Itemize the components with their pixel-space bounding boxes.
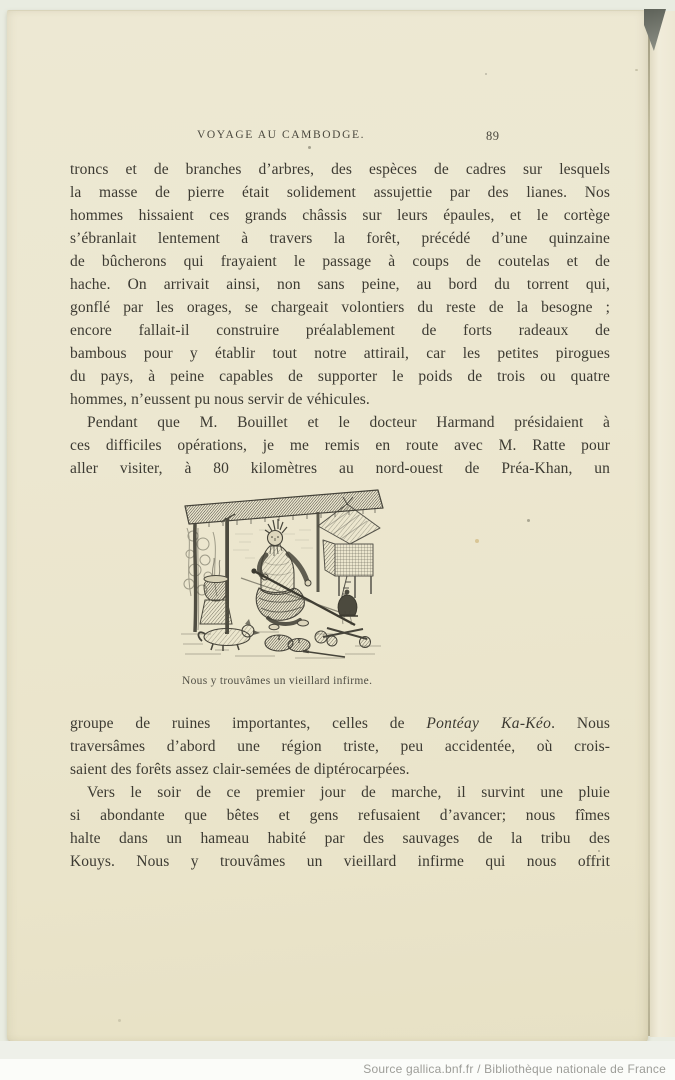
text-line: aller visiter, à 80 kilomètres au nord-ouest de Préa-Khan, un [70,460,610,477]
text-line: la masse de pierre était solidement assujettie par des lianes. Nos [70,184,610,201]
text-body [70,158,610,873]
page-speck [598,850,600,852]
text-line: encore fallait-il construire préalablement de forts radeaux de [70,322,610,339]
text-line: groupe de ruines importantes, celles de Pontéay Ka-Kéo. Nous [70,715,610,732]
text-line: halte dans un hameau habité par des sauvages de la tribu des [70,830,610,847]
source-bar [0,1059,675,1080]
source-credit-text: Source gallica.bnf.fr / Bibliothèque nationale de France [363,1062,666,1076]
text-line: s’ébranlait lentement à travers la forêt, précédé d’une quinzaine [70,230,610,247]
scan-bottom-band [0,1041,675,1059]
text-line: traversâmes d’abord une région triste, peu accidentée, où crois- [70,738,610,755]
text-line: du pays, à peine capables de supporter le poids de trois ou quatre [70,368,610,385]
paragraph [70,781,610,873]
text-line: ces difficiles opérations, je me remis en route avec M. Ratte pour [70,437,610,454]
page-speck [635,69,638,71]
paragraph [70,411,610,480]
paragraph [70,158,610,411]
figure-engraving [175,484,393,688]
figure-caption: Nous y trouvâmes un vieillard infirme. [182,675,373,687]
text-line: de bûcherons qui frayaient le passage à coups de coutelas et de [70,253,610,270]
text-line: hache. On arrivait ainsi, non sans peine, au bord du torrent qui, [70,276,610,293]
text-line: Vers le soir de ce premier jour de marche, il survint une pluie [87,784,610,801]
running-header [7,129,648,147]
engraving-illustration [175,484,390,664]
book-page [7,10,648,1042]
page-speck [118,1019,121,1022]
page-number: 89 [486,129,500,143]
text-line: Pendant que M. Bouillet et le docteur Harmand présidaient à [87,414,610,431]
text-line: saient des forêts assez clair-semées de diptérocarpées. [70,761,410,778]
page-speck [475,539,479,543]
paragraph [70,712,610,781]
text-line: hommes hissaient ces grands châssis sur leurs épaules, et le cortège [70,207,610,224]
page-speck [527,519,530,522]
text-line: Kouys. Nous y trouvâmes un vieillard infirme qui nous offrit [70,853,610,870]
running-header-title: VOYAGE AU CAMBODGE. [197,129,366,141]
text-line: bambous pour y établir tout notre attirail, car les petites pirogues [70,345,610,362]
text-line: si abondante que bêtes et gens refusaient d’avancer; nous fîmes [70,807,610,824]
text-line: gonflé par les orages, se chargeait volontiers du reste de la besogne ; [70,299,610,316]
adjacent-page-edge [650,11,675,1037]
page-speck [308,146,311,149]
page-speck [485,73,487,75]
text-line: troncs et de branches d’arbres, des espèces de cadres sur lesquels [70,161,610,178]
text-line: hommes, n’eussent pu nous servir de véhicules. [70,391,370,408]
